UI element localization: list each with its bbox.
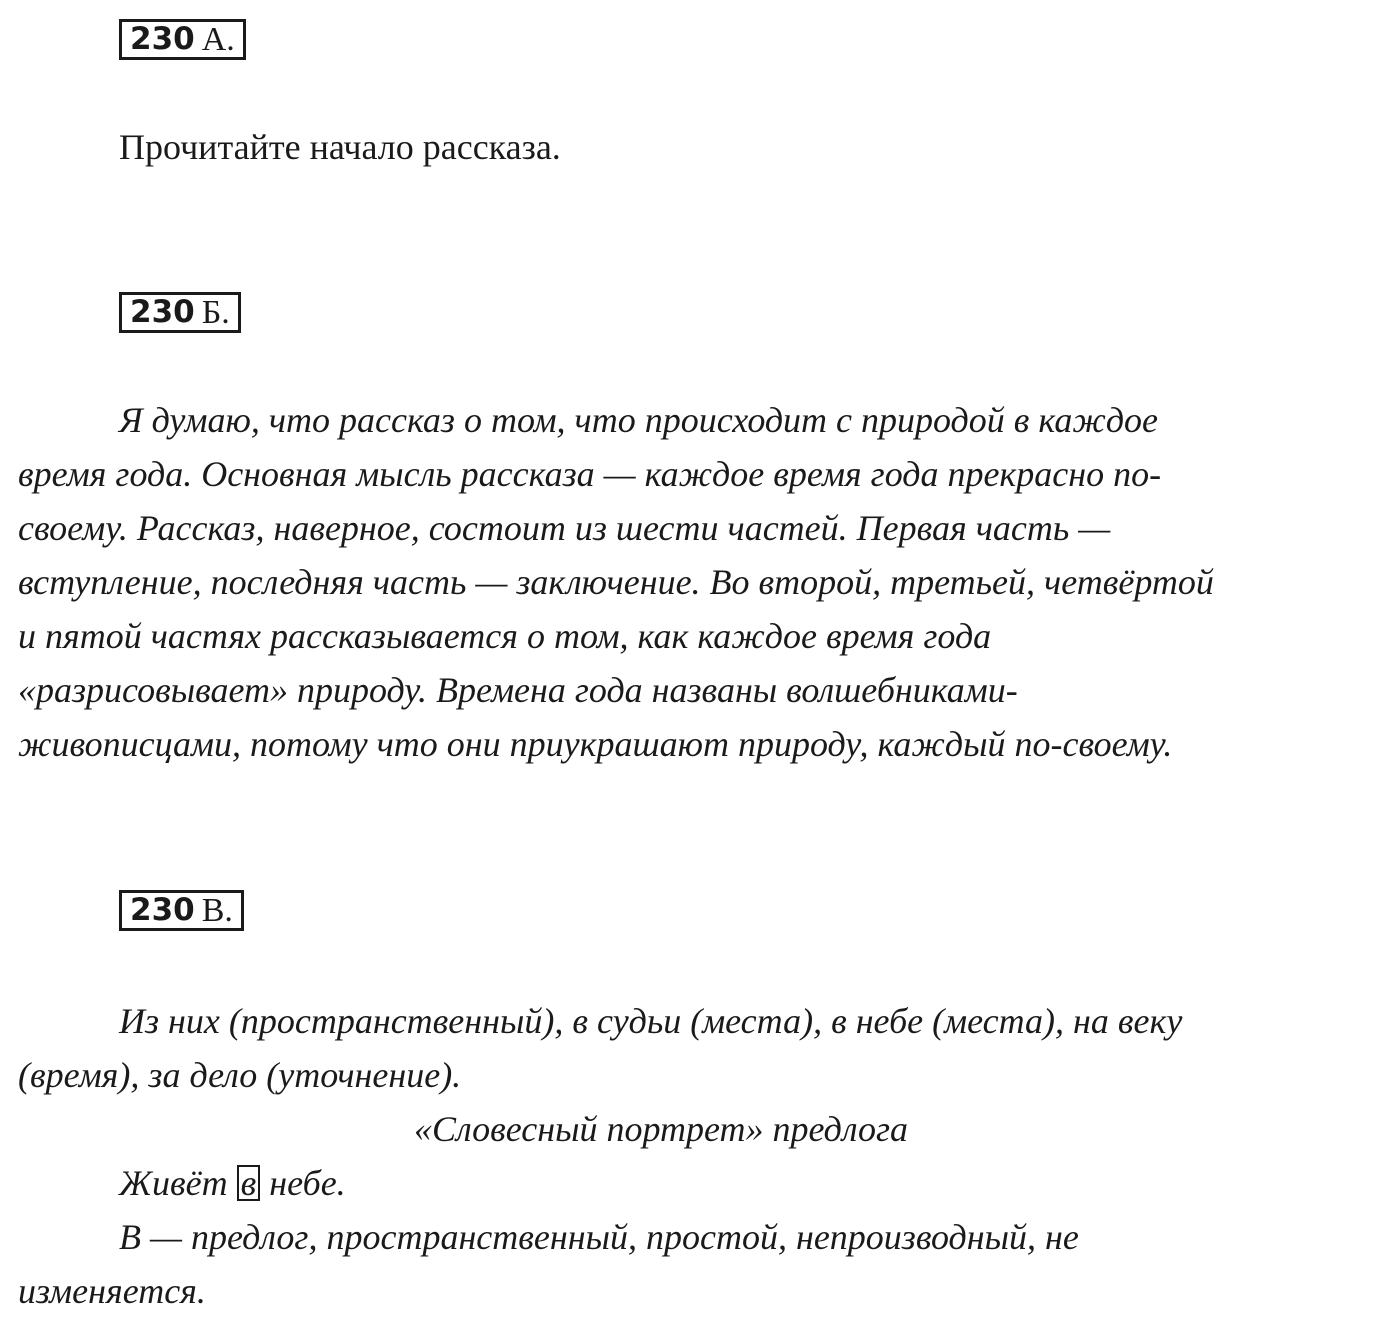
exercise-label-230v	[119, 890, 244, 931]
exercise-label-230b	[119, 292, 241, 333]
example-text-before: Живёт	[119, 1163, 237, 1203]
paragraph-line: живописцами, потому что они приукрашают природу, каждый по-своему.	[18, 724, 1173, 764]
exercise-part-letter: А.	[201, 20, 235, 58]
paragraph-line: и пятой частях рассказывается о том, как каждое время года	[18, 616, 992, 656]
paragraph-line: Из них (пространственный), в судьи (места), в небе (места), на веку	[119, 1001, 1183, 1041]
paragraph-line: «разрисовывает» природу. Времена года названы волшебниками-	[18, 670, 1018, 710]
example-and-analysis	[18, 1156, 1388, 1318]
exercise-number: 230	[130, 294, 195, 330]
portrait-heading: «Словесный портрет» предлога	[414, 1109, 908, 1149]
paragraph-line: (время), за дело (уточнение).	[18, 1055, 462, 1095]
paragraph-line: вступление, последняя часть — заключение. Во второй, третьей, четвёртой	[18, 562, 1214, 602]
example-sentence	[18, 1156, 1388, 1210]
paragraph-line: время года. Основная мысль рассказа — каждое время года прекрасно по-	[18, 454, 1162, 494]
exercise-number: 230	[130, 892, 195, 928]
answer-paragraph-c	[18, 994, 1388, 1102]
framed-preposition: в	[237, 1165, 261, 1201]
example-text-after: небе.	[260, 1163, 346, 1203]
exercise-part-letter: Б.	[201, 293, 230, 331]
exercise-label-230a	[119, 19, 246, 60]
analysis-line: В — предлог, пространственный, простой, непроизводный, не	[119, 1217, 1079, 1257]
paragraph-line: своему. Рассказ, наверное, состоит из шести частей. Первая часть —	[18, 508, 1111, 548]
analysis-line: изменяется.	[18, 1271, 206, 1311]
exercise-number: 230	[130, 21, 195, 57]
paragraph-line: Я думаю, что рассказ о том, что происходит с природой в каждое	[119, 400, 1159, 440]
instruction-text: Прочитайте начало рассказа.	[119, 127, 561, 167]
exercise-part-letter: В.	[201, 891, 233, 929]
answer-paragraph-b	[18, 393, 1388, 771]
